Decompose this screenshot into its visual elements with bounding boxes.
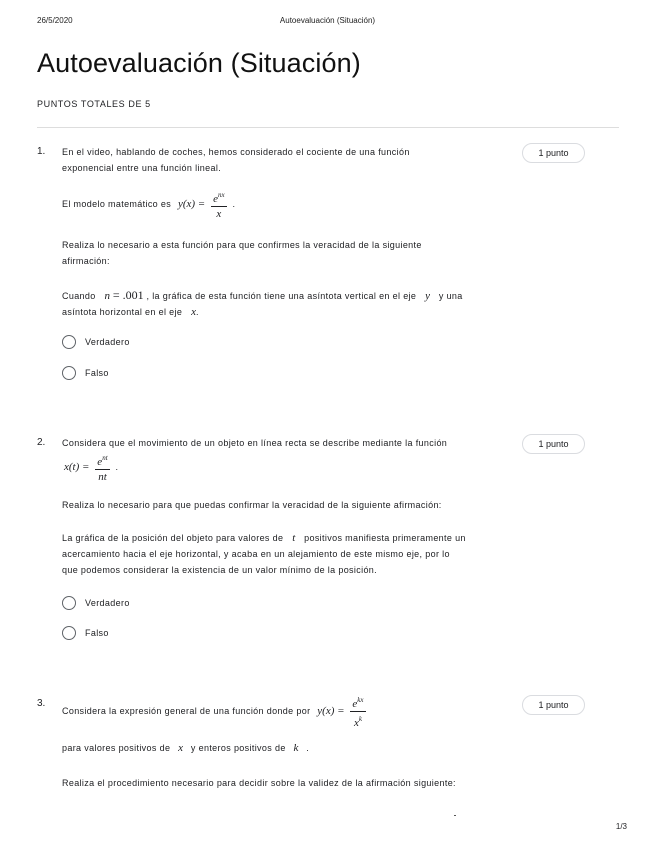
question-text: Considera que el movimiento de un objeto en línea recta se describe mediante la función (62, 438, 448, 448)
page-number: 1/3 (615, 822, 627, 831)
stray-mark (454, 815, 456, 816)
question-condition: para valores positivos de x y enteros positivos de k . (62, 742, 310, 754)
question-instructions: Realiza lo necesario a esta función para que confirmes la veracidad de la siguiente afirmación: (62, 240, 422, 266)
question-function: x(t) = $\frac{e^{nt}}{nt}$ . (64, 451, 118, 484)
question-number: 3. (37, 698, 46, 709)
divider (37, 127, 619, 128)
question-number: 1. (37, 146, 46, 157)
question-instructions: Realiza lo necesario para que puedas confirmar la veracidad de la siguiente afirmación: (62, 500, 442, 510)
question-text: En el video, hablando de coches, hemos considerado el cociente de una función exponencial entre una función lineal. (62, 147, 410, 173)
option-verdadero[interactable]: Verdadero (62, 335, 130, 349)
fraction: $\frac{e^{nt}}{nt}$ (95, 451, 109, 484)
option-falso[interactable]: Falso (62, 366, 109, 380)
question-model: El modelo matemático es y(x) = $\frac{e^{nx}}{x}$ . (62, 188, 235, 221)
radio-button[interactable] (62, 596, 76, 610)
question-instructions: Realiza el procedimiento necesario para decidir sobre la validez de la afirmación siguiente: (62, 778, 456, 788)
question-claim: La gráfica de la posición del objeto para valores de t positivos manifiesta primeramente un acercamiento hacia el eje horizontal, y acaba en un alejamiento de este mismo eje, por lo que podemos considerar la existencia de un valor mínimo de la posición. (62, 532, 466, 575)
total-points: PUNTOS TOTALES DE 5 (37, 99, 151, 109)
points-badge: 1 punto (522, 143, 585, 163)
question-claim: Cuando n = .001 , la gráfica de esta función tiene una asíntota vertical en el eje y y una asíntota horizontal en el eje x. (62, 288, 463, 318)
points-badge: 1 punto (522, 695, 585, 715)
radio-button[interactable] (62, 626, 76, 640)
page-title: Autoevaluación (Situación) (37, 48, 361, 78)
radio-button[interactable] (62, 366, 76, 380)
fraction: $\frac{e^{kx}}{x^k}$ (350, 693, 365, 730)
print-date: 26/5/2020 (37, 16, 73, 25)
fraction: $\frac{e^{nx}}{x}$ (211, 188, 227, 221)
radio-button[interactable] (62, 335, 76, 349)
points-badge: 1 punto (522, 434, 585, 454)
option-verdadero[interactable]: Verdadero (62, 596, 130, 610)
question-text: Considera la expresión general de una función donde por y(x) = $\frac{e^{kx}}{x^k}$ (62, 693, 369, 730)
print-header-title: Autoevaluación (Situación) (279, 16, 376, 25)
option-falso[interactable]: Falso (62, 626, 109, 640)
question-number: 2. (37, 437, 46, 448)
